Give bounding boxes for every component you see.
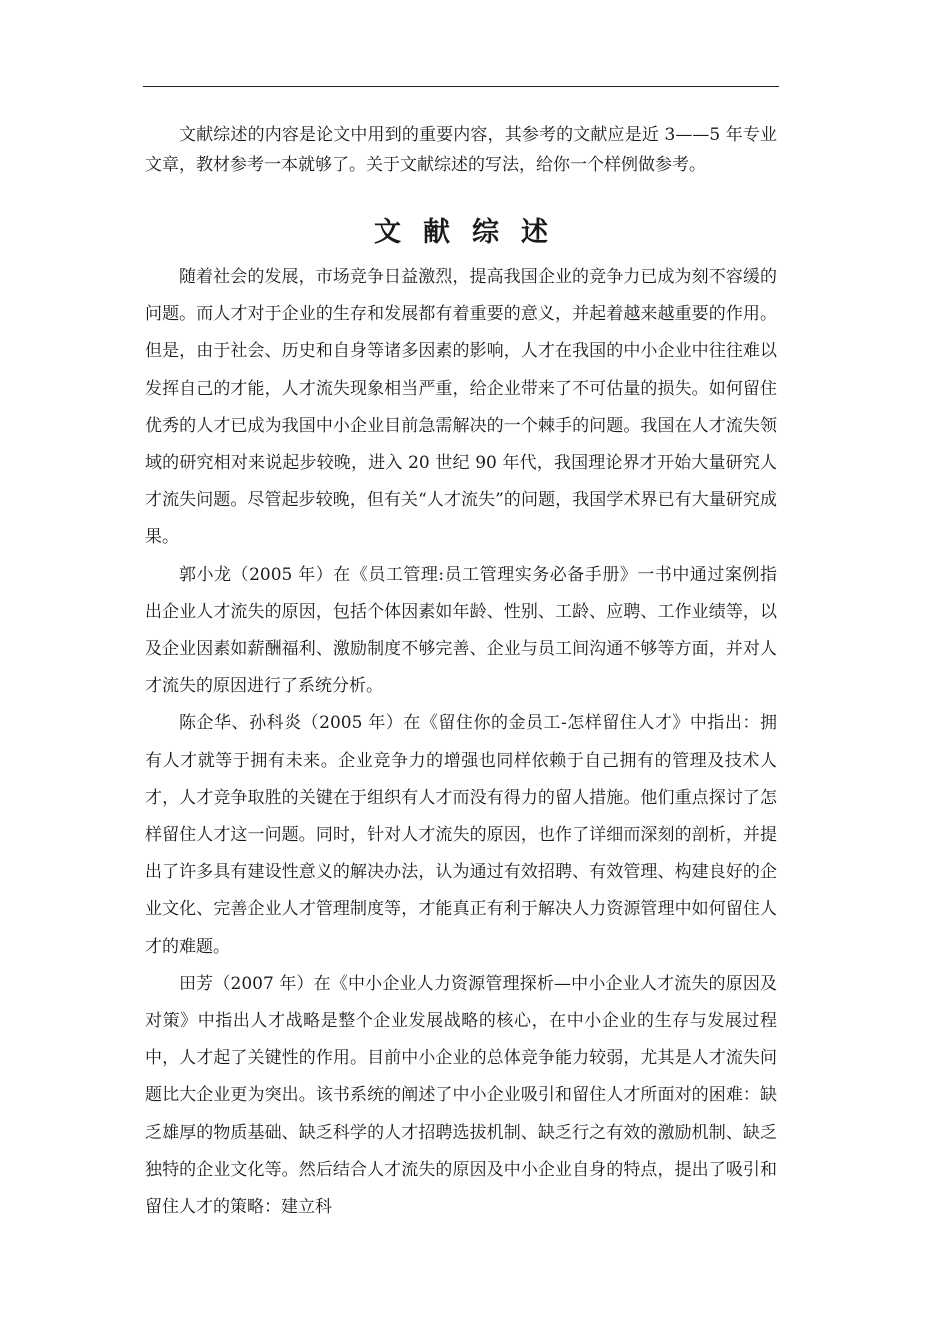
intro-note: 文献综述的内容是论文中用到的重要内容，其参考的文献应是近 3——5 年专业文章，教材参考一本就够了。关于文献综述的写法，给你一个样例做参考。: [145, 125, 777, 175]
body-paragraph: 田芳（2007 年）在《中小企业人力资源管理探析—中小企业人才流失的原因及对策》中指出人才战略是整个企业发展战略的核心，在中小企业的生存与发展过程中，人才起了关键性的作用。目前中小企业的总体竞争能力较弱，尤其是人才流失问题比大企业更为突出。该书系统的阐述了中小企业吸引和留住人才所面对的困难：缺乏雄厚的物质基础、缺乏科学的人才招聘选拔机制、缺乏行之有效的激励机制、缺乏独特的企业文化等。然后结合人才流失的原因及中小企业自身的特点，提出了吸引和留住人才的策略：建立科: [145, 973, 777, 1218]
header-rule: [143, 86, 779, 87]
document-title: 文献综述: [374, 217, 570, 248]
body-paragraph: 郭小龙（2005 年）在《员工管理:员工管理实务必备手册》一书中通过案例指出企业人才流失的原因，包括个体因素如年龄、性别、工龄、应聘、工作业绩等，以及企业因素如薪酬福利、激励制度不够完善、企业与员工间沟通不够等方面，并对人才流失的原因进行了系统分析。: [145, 564, 777, 697]
body-paragraph: 随着社会的发展，市场竞争日益激烈，提高我国企业的竞争力已成为刻不容缓的问题。而人才对于企业的生存和发展都有着重要的意义，并起着越来越重要的作用。但是，由于社会、历史和自身等诸多因素的影响，人才在我国的中小企业中往往难以发挥自己的才能，人才流失现象相当严重，给企业带来了不可估量的损失。如何留住优秀的人才已成为我国中小企业目前急需解决的一个棘手的问题。我国在人才流失领域的研究相对来说起步较晚，进入 20 世纪 90 年代，我国理论界才开始大量研究人才流失问题。尽管起步较晚，但有关“人才流失”的问题，我国学术界已有大量研究成果。: [145, 267, 777, 548]
body-paragraph: 陈企华、孙科炎（2005 年）在《留住你的金员工-怎样留住人才》中指出：拥有人才就等于拥有未来。企业竞争力的增强也同样依赖于自己拥有的管理及技术人才，人才竞争取胜的关键在于组织有人才而没有得力的留人措施。他们重点探讨了怎样留住人才这一问题。同时，针对人才流失的原因，也作了详细而深刻的剖析，并提出了许多具有建设性意义的解决办法，认为通过有效招聘、有效管理、构建良好的企业文化、完善企业人才管理制度等，才能真正有利于解决人力资源管理中如何留住人才的难题。: [145, 713, 777, 957]
body-text: [145, 259, 777, 1226]
